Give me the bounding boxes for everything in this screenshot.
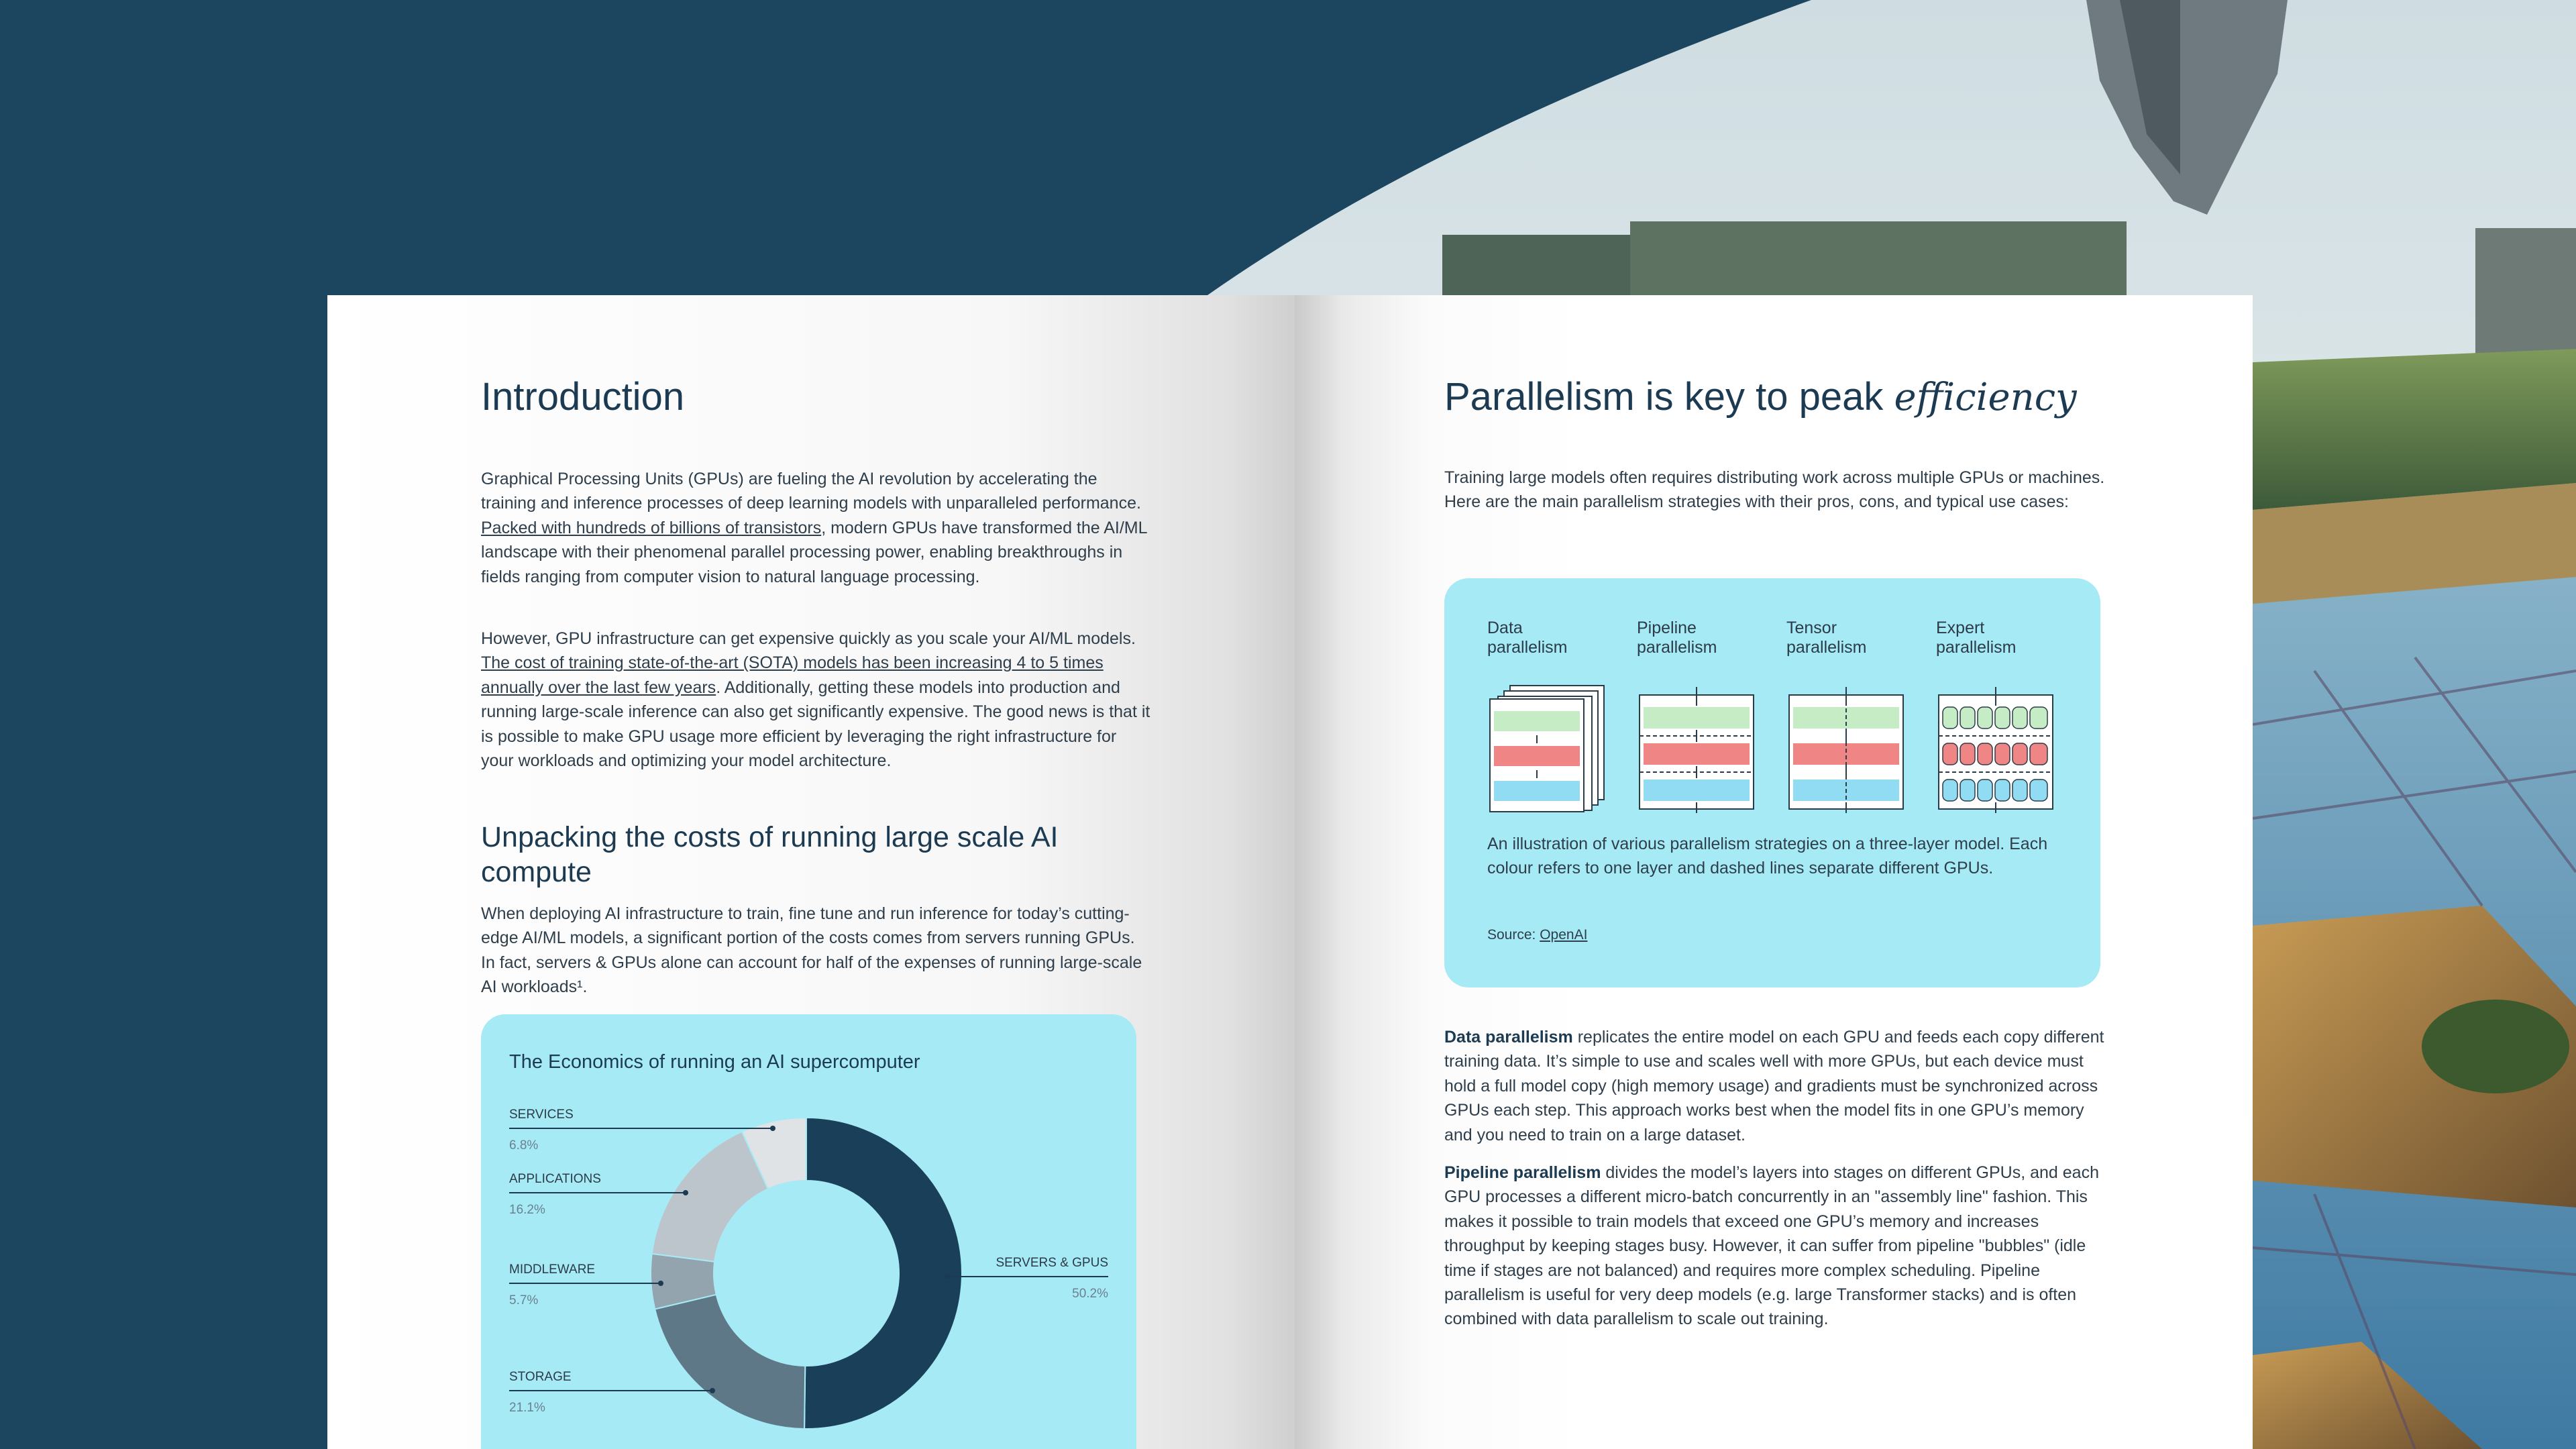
chart-title: The Economics of running an AI supercomputer [509, 1051, 920, 1073]
legend-label-servers-gpus: SERVERS & GPUS [996, 1256, 1108, 1270]
economics-chart-panel [481, 1014, 1136, 1449]
legend-label-applications: APPLICATIONS [509, 1172, 601, 1186]
section-subtitle: Unpacking the costs of running large scale AI compute [481, 821, 1059, 888]
illustration-source [1487, 926, 1587, 945]
label-expert-parallelism: Expert parallelism [1936, 619, 2017, 657]
paragraph-text: , modern GPUs have transformed the AI/ML landscape with their phenomenal parallel processing power, enabling breakthroughs in fields ranging from computer vision to natural language processing. [481, 518, 1147, 586]
data-parallelism-term: Data parallelism [1444, 1028, 1573, 1046]
legend-label-storage: STORAGE [509, 1370, 572, 1384]
donut-slice-servers-gpus [804, 1118, 962, 1429]
left-page [327, 295, 1295, 1449]
label-tensor-parallelism: Tensor parallelism [1786, 619, 1867, 657]
title-emphasis: efficiency [1894, 376, 2077, 419]
right-page [1295, 295, 2253, 1449]
legend-value-servers-gpus: 50.2% [1072, 1287, 1108, 1301]
leader-dot-storage [710, 1388, 715, 1393]
legend-value-applications: 16.2% [509, 1203, 545, 1217]
paragraph-text: divides the model’s layers into stages on different GPUs, and each GPU processes a different micro-batch concurrently in an "assembly line" fashion. This makes it possible to train models that exceed one GPU’s memory and increases throughput by keeping stages busy. However, it can suffer from pipeline "bubbles" (idle time if stages are not balanced) and requires more complex scheduling. Pipeline parallelism is useful for very deep models (e.g. large Transformer stacks) and is often combined with data parallelism to scale out training. [1444, 1163, 2099, 1329]
leader-dot-applications [683, 1190, 688, 1195]
leader-dot-middleware [658, 1281, 663, 1286]
economics-donut-chart [481, 1014, 1136, 1449]
parallelism-illustration-panel [1444, 578, 2100, 987]
leader-dot-servers-gpus [944, 1274, 949, 1279]
transistors-link[interactable]: Packed with hundreds of billions of transistors [481, 518, 822, 537]
paragraph-text: Graphical Processing Units (GPUs) are fueling the AI revolution by accelerating the training and inference processes of deep learning models with unparalleled performance. [481, 470, 1141, 513]
page-title: Introduction [481, 375, 685, 419]
sota-cost-link[interactable]: The cost of training state-of-the-art (SOTA) models has been increasing 4 to 5 times annually over the last few years [481, 653, 1104, 697]
parallelism-title [1444, 374, 2077, 419]
label-pipeline-parallelism: Pipeline parallelism [1637, 619, 1717, 657]
parallelism-intro: Training large models often requires distributing work across multiple GPUs or machines. Here are the main parallelism strategies with their pros, cons, and typical use cases: [1444, 468, 2105, 512]
legend-value-services: 6.8% [509, 1138, 539, 1152]
paragraph-text: . Additionally, getting these models into production and running large-scale inference can also get significantly expensive. The good news is that it is possible to make GPU usage more efficient by leveraging the right infrastructure for your workloads and optimizing your model architecture. [481, 678, 1150, 771]
tensor-parallelism-diagram [1784, 679, 1911, 813]
data-parallelism-diagram [1485, 679, 1612, 813]
leader-dot-services [770, 1126, 775, 1131]
expert-parallelism-diagram [1933, 679, 2061, 813]
cost-paragraph [481, 627, 1152, 773]
legend-value-storage: 21.1% [509, 1401, 545, 1415]
legend-label-services: SERVICES [509, 1108, 574, 1122]
donut-slice-storage [655, 1295, 805, 1429]
data-parallelism-paragraph [1444, 1025, 2115, 1147]
intro-paragraph [481, 467, 1152, 589]
paragraph-text: replicates the entire model on each GPU and feeds each copy different training data. It’s simple to use and scales well with more GPUs, but each device must hold a full model copy (high memory usage) and gradients must be synchronized across GPUs each step. This approach works best when the model fits in one GPU’s memory and you need to train on a large dataset. [1444, 1028, 2104, 1144]
label-data-parallelism: Data parallelism [1487, 619, 1568, 657]
servers-paragraph: When deploying AI infrastructure to train, fine tune and run inference for today’s cutting-edge AI/ML models, a significant portion of the costs comes from servers running GPUs. In fact, servers & GPUs alone can account for half of the expenses of running large-scale AI workloads¹. [481, 904, 1142, 997]
legend-value-middleware: 5.7% [509, 1293, 539, 1307]
openai-source-link[interactable]: OpenAI [1540, 927, 1588, 943]
legend-label-middleware: MIDDLEWARE [509, 1263, 596, 1277]
pipeline-parallelism-paragraph [1444, 1161, 2115, 1332]
title-text: Parallelism is key to peak [1444, 375, 1894, 419]
illustration-caption: An illustration of various parallelism strategies on a three-layer model. Each colour refers to one layer and dashed lines separate different GPUs. [1487, 835, 2048, 878]
paragraph-text: However, GPU infrastructure can get expensive quickly as you scale your AI/ML models. [481, 629, 1136, 648]
pipeline-parallelism-diagram [1634, 679, 1762, 813]
pipeline-parallelism-term: Pipeline parallelism [1444, 1163, 1601, 1182]
source-prefix: Source: [1487, 927, 1540, 943]
